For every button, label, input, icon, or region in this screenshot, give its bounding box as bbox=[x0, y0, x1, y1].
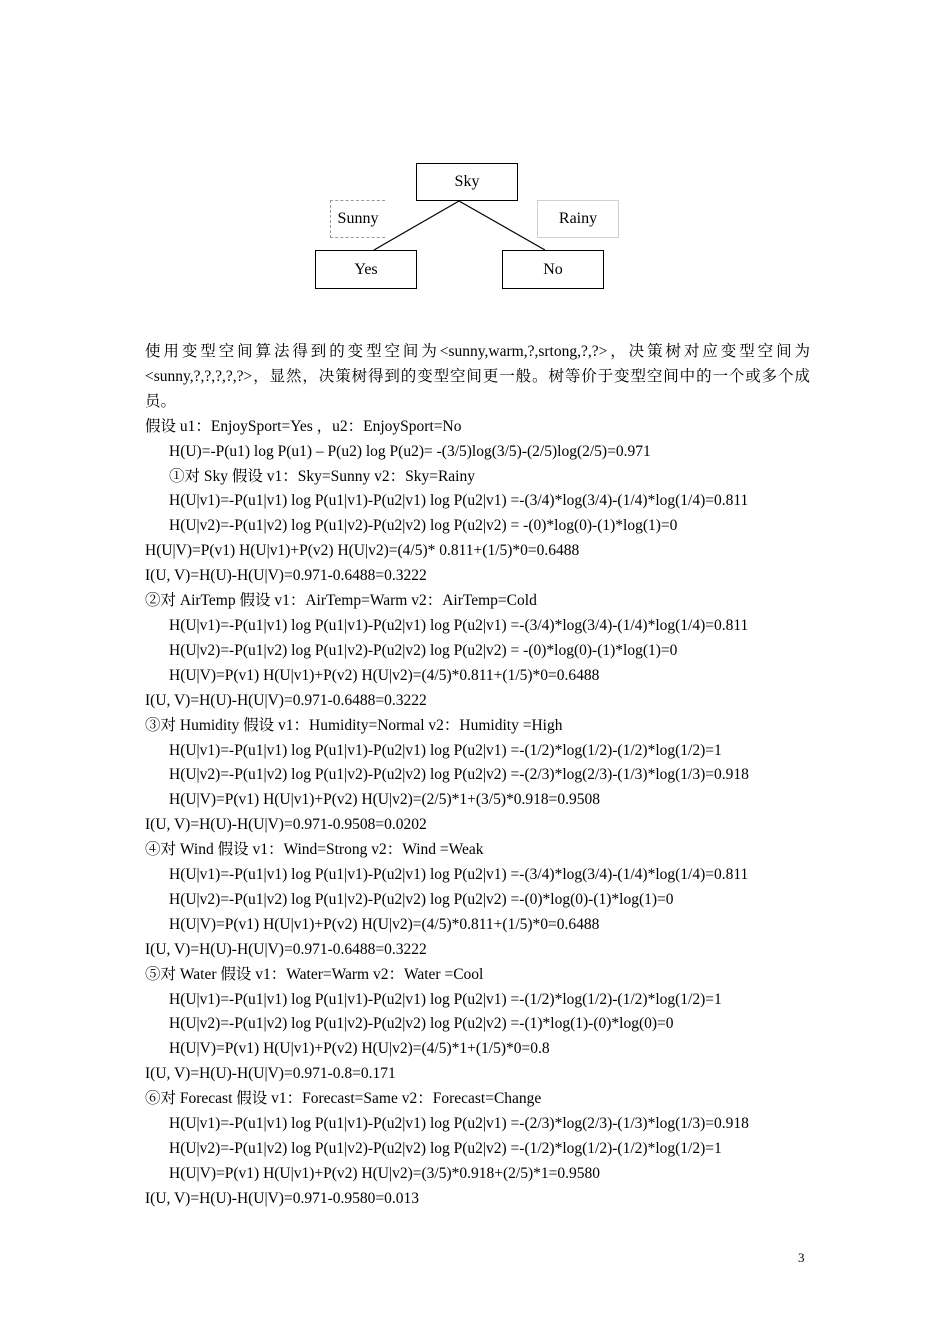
text-line: H(U|v2)=-P(u1|v2) log P(u1|v2)-P(u2|v2) log P(u2|v2) =-(2/3)*log(2/3)-(1/3)*log(1/3)=0.918 bbox=[169, 766, 749, 784]
page-number: 3 bbox=[798, 1250, 805, 1265]
text-line: H(U|v1)=-P(u1|v1) log P(u1|v1)-P(u2|v1) log P(u2|v1) =-(1/2)*log(1/2)-(1/2)*log(1/2)=1 bbox=[169, 741, 722, 759]
text-line: H(U|v2)=-P(u1|v2) log P(u1|v2)-P(u2|v2) log P(u2|v2) =-(1)*log(1)-(0)*log(0)=0 bbox=[169, 1015, 674, 1033]
text-line: I(U, V)=H(U)-H(U|V)=0.971-0.6488=0.3222 bbox=[145, 691, 427, 709]
edge-sky-yes bbox=[374, 201, 459, 250]
intro-paragraph: 使用变型空间算法得到的变型空间为<sunny,warm,?,srtong,?,?>，决策树对应变型空间为<sunny,?,?,?,?,?>，显然，决策树得到的变型空间更一般。树等价于变型空间中的一个或多个成员。 bbox=[145, 343, 810, 410]
edge-sky-no bbox=[459, 201, 545, 250]
leaf-yes: Yes bbox=[315, 250, 417, 289]
text-line: H(U|V)=P(v1) H(U|v1)+P(v2) H(U|v2)=(4/5)*0.811+(1/5)*0=0.6488 bbox=[169, 666, 600, 684]
text-line: H(U|v1)=-P(u1|v1) log P(u1|v1)-P(u2|v1) log P(u2|v1) =-(3/4)*log(3/4)-(1/4)*log(1/4)=0.811 bbox=[169, 866, 749, 884]
text-line: ②对 AirTemp 假设 v1：AirTemp=Warm v2：AirTemp=Cold bbox=[145, 592, 537, 610]
text-line: I(U, V)=H(U)-H(U|V)=0.971-0.8=0.171 bbox=[145, 1065, 396, 1083]
text-line: ④对 Wind 假设 v1：Wind=Strong v2：Wind =Weak bbox=[145, 841, 484, 859]
branch-label-rainy: Rainy bbox=[537, 200, 619, 238]
node-sky: Sky bbox=[416, 163, 518, 201]
text-line: I(U, V)=H(U)-H(U|V)=0.971-0.6488=0.3222 bbox=[145, 567, 427, 585]
document-body bbox=[145, 340, 810, 1212]
text-line: H(U|v1)=-P(u1|v1) log P(u1|v1)-P(u2|v1) log P(u2|v1) =-(1/2)*log(1/2)-(1/2)*log(1/2)=1 bbox=[169, 990, 722, 1008]
text-line: I(U, V)=H(U)-H(U|V)=0.971-0.6488=0.3222 bbox=[145, 940, 427, 958]
calculation-lines bbox=[145, 415, 810, 1212]
text-line: H(U|v1)=-P(u1|v1) log P(u1|v1)-P(u2|v1) log P(u2|v1) =-(2/3)*log(2/3)-(1/3)*log(1/3)=0.918 bbox=[169, 1115, 749, 1133]
text-line: ⑥对 Forecast 假设 v1：Forecast=Same v2：Forecast=Change bbox=[145, 1090, 542, 1108]
text-line: ①对 Sky 假设 v1：Sky=Sunny v2：Sky=Rainy bbox=[169, 467, 475, 485]
decision-tree-diagram bbox=[300, 155, 630, 300]
text-line: H(U|v2)=-P(u1|v2) log P(u1|v2)-P(u2|v2) log P(u2|v2) = -(0)*log(0)-(1)*log(1)=0 bbox=[169, 641, 678, 659]
leaf-no: No bbox=[502, 250, 604, 289]
text-line: ③对 Humidity 假设 v1：Humidity=Normal v2：Humidity =High bbox=[145, 716, 563, 734]
branch-label-sunny: Sunny bbox=[330, 200, 385, 238]
text-line: I(U, V)=H(U)-H(U|V)=0.971-0.9580=0.013 bbox=[145, 1189, 419, 1207]
text-line: H(U|v2)=-P(u1|v2) log P(u1|v2)-P(u2|v2) log P(u2|v2) =-(1/2)*log(1/2)-(1/2)*log(1/2)=1 bbox=[169, 1140, 722, 1157]
text-line: I(U, V)=H(U)-H(U|V)=0.971-0.9508=0.0202 bbox=[145, 816, 427, 834]
text-line: H(U|V)=P(v1) H(U|v1)+P(v2) H(U|v2)=(4/5)*0.811+(1/5)*0=0.6488 bbox=[169, 915, 600, 933]
text-line: H(U|v1)=-P(u1|v1) log P(u1|v1)-P(u2|v1) log P(u2|v1) =-(3/4)*log(3/4)-(1/4)*log(1/4)=0.811 bbox=[169, 492, 749, 510]
text-line: ⑤对 Water 假设 v1：Water=Warm v2：Water =Cool bbox=[145, 965, 484, 983]
text-line: H(U|V)=P(v1) H(U|v1)+P(v2) H(U|v2)=(4/5)* 0.811+(1/5)*0=0.6488 bbox=[145, 542, 580, 560]
text-line: 假设 u1：EnjoySport=Yes ，u2：EnjoySport=No bbox=[145, 417, 462, 435]
text-line: H(U|V)=P(v1) H(U|v1)+P(v2) H(U|v2)=(4/5)*1+(1/5)*0=0.8 bbox=[169, 1040, 550, 1058]
text-line: H(U|v2)=-P(u1|v2) log P(u1|v2)-P(u2|v2) log P(u2|v2) =-(0)*log(0)-(1)*log(1)=0 bbox=[169, 890, 674, 908]
text-line: H(U)=-P(u1) log P(u1) – P(u2) log P(u2)= -(3/5)log(3/5)-(2/5)log(2/5)=0.971 bbox=[169, 442, 651, 460]
text-line: H(U|v2)=-P(u1|v2) log P(u1|v2)-P(u2|v2) log P(u2|v2) = -(0)*log(0)-(1)*log(1)=0 bbox=[169, 517, 678, 535]
text-line: H(U|V)=P(v1) H(U|v1)+P(v2) H(U|v2)=(3/5)*0.918+(2/5)*1=0.9580 bbox=[169, 1164, 600, 1182]
text-line: H(U|V)=P(v1) H(U|v1)+P(v2) H(U|v2)=(2/5)*1+(3/5)*0.918=0.9508 bbox=[169, 791, 600, 809]
text-line: H(U|v1)=-P(u1|v1) log P(u1|v1)-P(u2|v1) log P(u2|v1) =-(3/4)*log(3/4)-(1/4)*log(1/4)=0.811 bbox=[169, 616, 749, 634]
